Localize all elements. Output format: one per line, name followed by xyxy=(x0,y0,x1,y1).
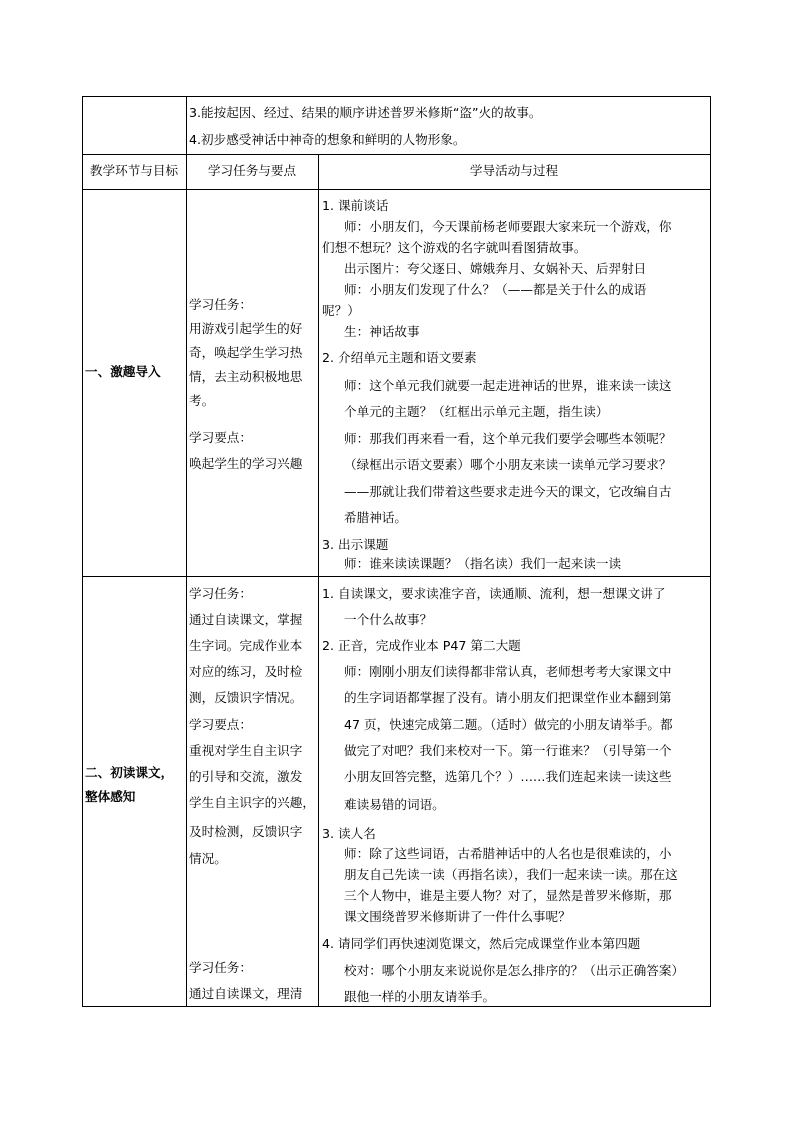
activity-line: 一个什么故事？ xyxy=(344,612,433,627)
section2-task2-label: 学习任务： xyxy=(189,960,252,975)
activity-line: 47 页，快速完成第二题。（适时）做完的小朋友请举手。都 xyxy=(344,717,673,732)
activity-heading: 1. 自读课文，要求读准字音，读通顺、流利，想一想课文讲了 xyxy=(322,586,666,601)
section2-key-label: 学习要点： xyxy=(189,717,252,732)
activity-line: 出示图片：夸父逐日、嫦娥奔月、女娲补天、后羿射日 xyxy=(344,261,647,276)
section2-key-line: 重视对学生自主识字 xyxy=(189,743,303,758)
section1-task-line: 考。 xyxy=(189,393,215,408)
activity-line: 课文围绕普罗米修斯讲了一件什么事呢？ xyxy=(344,909,571,924)
activity-heading: 2. 介绍单元主题和语文要素 xyxy=(322,350,477,365)
activity-line: 个单元的主题？（红框出示单元主题，指生读） xyxy=(344,404,609,419)
activity-line: 校对：哪个小朋友来说说你是怎么排序的？（出示正确答案） xyxy=(344,963,685,978)
activity-heading: 3. 出示课题 xyxy=(322,537,389,552)
column-divider-2 xyxy=(318,154,319,1007)
activity-line: 呢？） xyxy=(322,303,360,318)
header-tasks: 学习任务与要点 xyxy=(207,163,297,178)
header-activities: 学导活动与过程 xyxy=(469,163,559,178)
activity-line: 难读易错的词语。 xyxy=(344,797,445,812)
section1-task-line: 用游戏引起学生的好 xyxy=(189,321,303,336)
section2-key-line: 学生自主识字的兴趣， xyxy=(189,795,315,810)
objective-4: 4.初步感受神话中神奇的想象和鲜明的人物形象。 xyxy=(189,132,466,147)
activity-line: 跟他一样的小朋友请举手。 xyxy=(344,989,496,1004)
table-border-top xyxy=(82,96,711,97)
activity-line: 生：神话故事 xyxy=(344,324,420,339)
section2-key-line: 及时检测，反馈识字 xyxy=(189,824,303,839)
header-row-top-border xyxy=(82,154,711,155)
column-divider-1 xyxy=(186,96,187,1007)
section2-task2-line: 通过自读课文，理清 xyxy=(189,986,303,1001)
activity-line: 的生字词语都掌握了没有。请小朋友们把课堂作业本翻到第 xyxy=(344,690,672,705)
activity-heading: 1. 课前谈话 xyxy=(322,198,389,213)
table-border-right xyxy=(710,96,711,1007)
objective-3: 3.能按起因、经过、结果的顺序讲述普罗米修斯“盗”火的故事。 xyxy=(189,105,542,120)
activity-line: 做完了对吧？我们来校对一下。第一行谁来？（引导第一个 xyxy=(344,743,672,758)
section1-task-label: 学习任务： xyxy=(189,297,252,312)
activity-line: 希腊神话。 xyxy=(344,510,407,525)
activity-heading: 3. 读人名 xyxy=(322,826,376,841)
section2-title-line1: 二、初读课文， xyxy=(85,765,174,780)
activity-line: 师：那我们再来看一看，这个单元我们要学会哪些本领呢？ xyxy=(344,431,672,446)
activity-heading: 4. 请同学们再快速浏览课文，然后完成课堂作业本第四题 xyxy=(322,936,641,951)
activity-line: 三个人物中，谁是主要人物？对了，显然是普罗米修斯，那 xyxy=(344,888,672,903)
section-divider xyxy=(82,576,711,577)
table-border-left xyxy=(82,96,83,1007)
activity-heading: 2. 正音，完成作业本 P47 第二大题 xyxy=(322,638,521,653)
section2-task-line: 对应的练习，及时检 xyxy=(189,664,303,679)
activity-line: 师：除了这些词语，古希腊神话中的人名也是很难读的，小 xyxy=(344,846,672,861)
activity-line: 师：谁来读读课题？（指名读）我们一起来读一读 xyxy=(344,556,622,571)
header-row-bottom-border xyxy=(82,189,711,190)
section2-task-label: 学习任务： xyxy=(189,586,252,601)
section1-key-line: 唤起学生的学习兴趣 xyxy=(189,456,303,471)
section2-task-line: 生字词。完成作业本 xyxy=(189,638,303,653)
section2-title-line2: 整体感知 xyxy=(85,789,136,804)
activity-line: 朋友自己先读一读（再指名读），我们一起来读一读。那在这 xyxy=(344,867,678,882)
activity-line: 小朋友回答完整，选第几个？）……我们连起来读一读这些 xyxy=(344,769,672,784)
header-stage: 教学环节与目标 xyxy=(89,163,179,178)
section1-key-label: 学习要点： xyxy=(189,430,252,445)
section2-task-line: 通过自读课文，掌握 xyxy=(189,612,303,627)
table-border-bottom xyxy=(82,1006,711,1007)
activity-line: 们想不想玩？这个游戏的名字就叫看图猜故事。 xyxy=(322,240,587,255)
activity-line: 师：这个单元我们就要一起走进神话的世界，谁来读一读这 xyxy=(344,378,672,393)
activity-line: 师：小朋友们，今天课前杨老师要跟大家来玩一个游戏，你 xyxy=(344,219,672,234)
activity-line: （绿框出示语文要素）哪个小朋友来读一读单元学习要求？ xyxy=(344,457,672,472)
section2-key-line: 情况。 xyxy=(189,851,227,866)
section1-title: 一、激趣导入 xyxy=(85,364,161,379)
section1-task-line: 奇，唤起学生学习热 xyxy=(189,345,303,360)
activity-line: 师：小朋友们发现了什么？（——都是关于什么的成语 xyxy=(344,282,647,297)
section1-task-line: 情，去主动积极地思 xyxy=(189,369,303,384)
activity-line: 师：刚刚小朋友们读得都非常认真，老师想考考大家课文中 xyxy=(344,664,672,679)
activity-line: ——那就让我们带着这些要求走进今天的课文，它改编自古 xyxy=(344,484,672,499)
section2-key-line: 的引导和交流，激发 xyxy=(189,769,303,784)
section2-task-line: 测，反馈识字情况。 xyxy=(189,690,303,705)
